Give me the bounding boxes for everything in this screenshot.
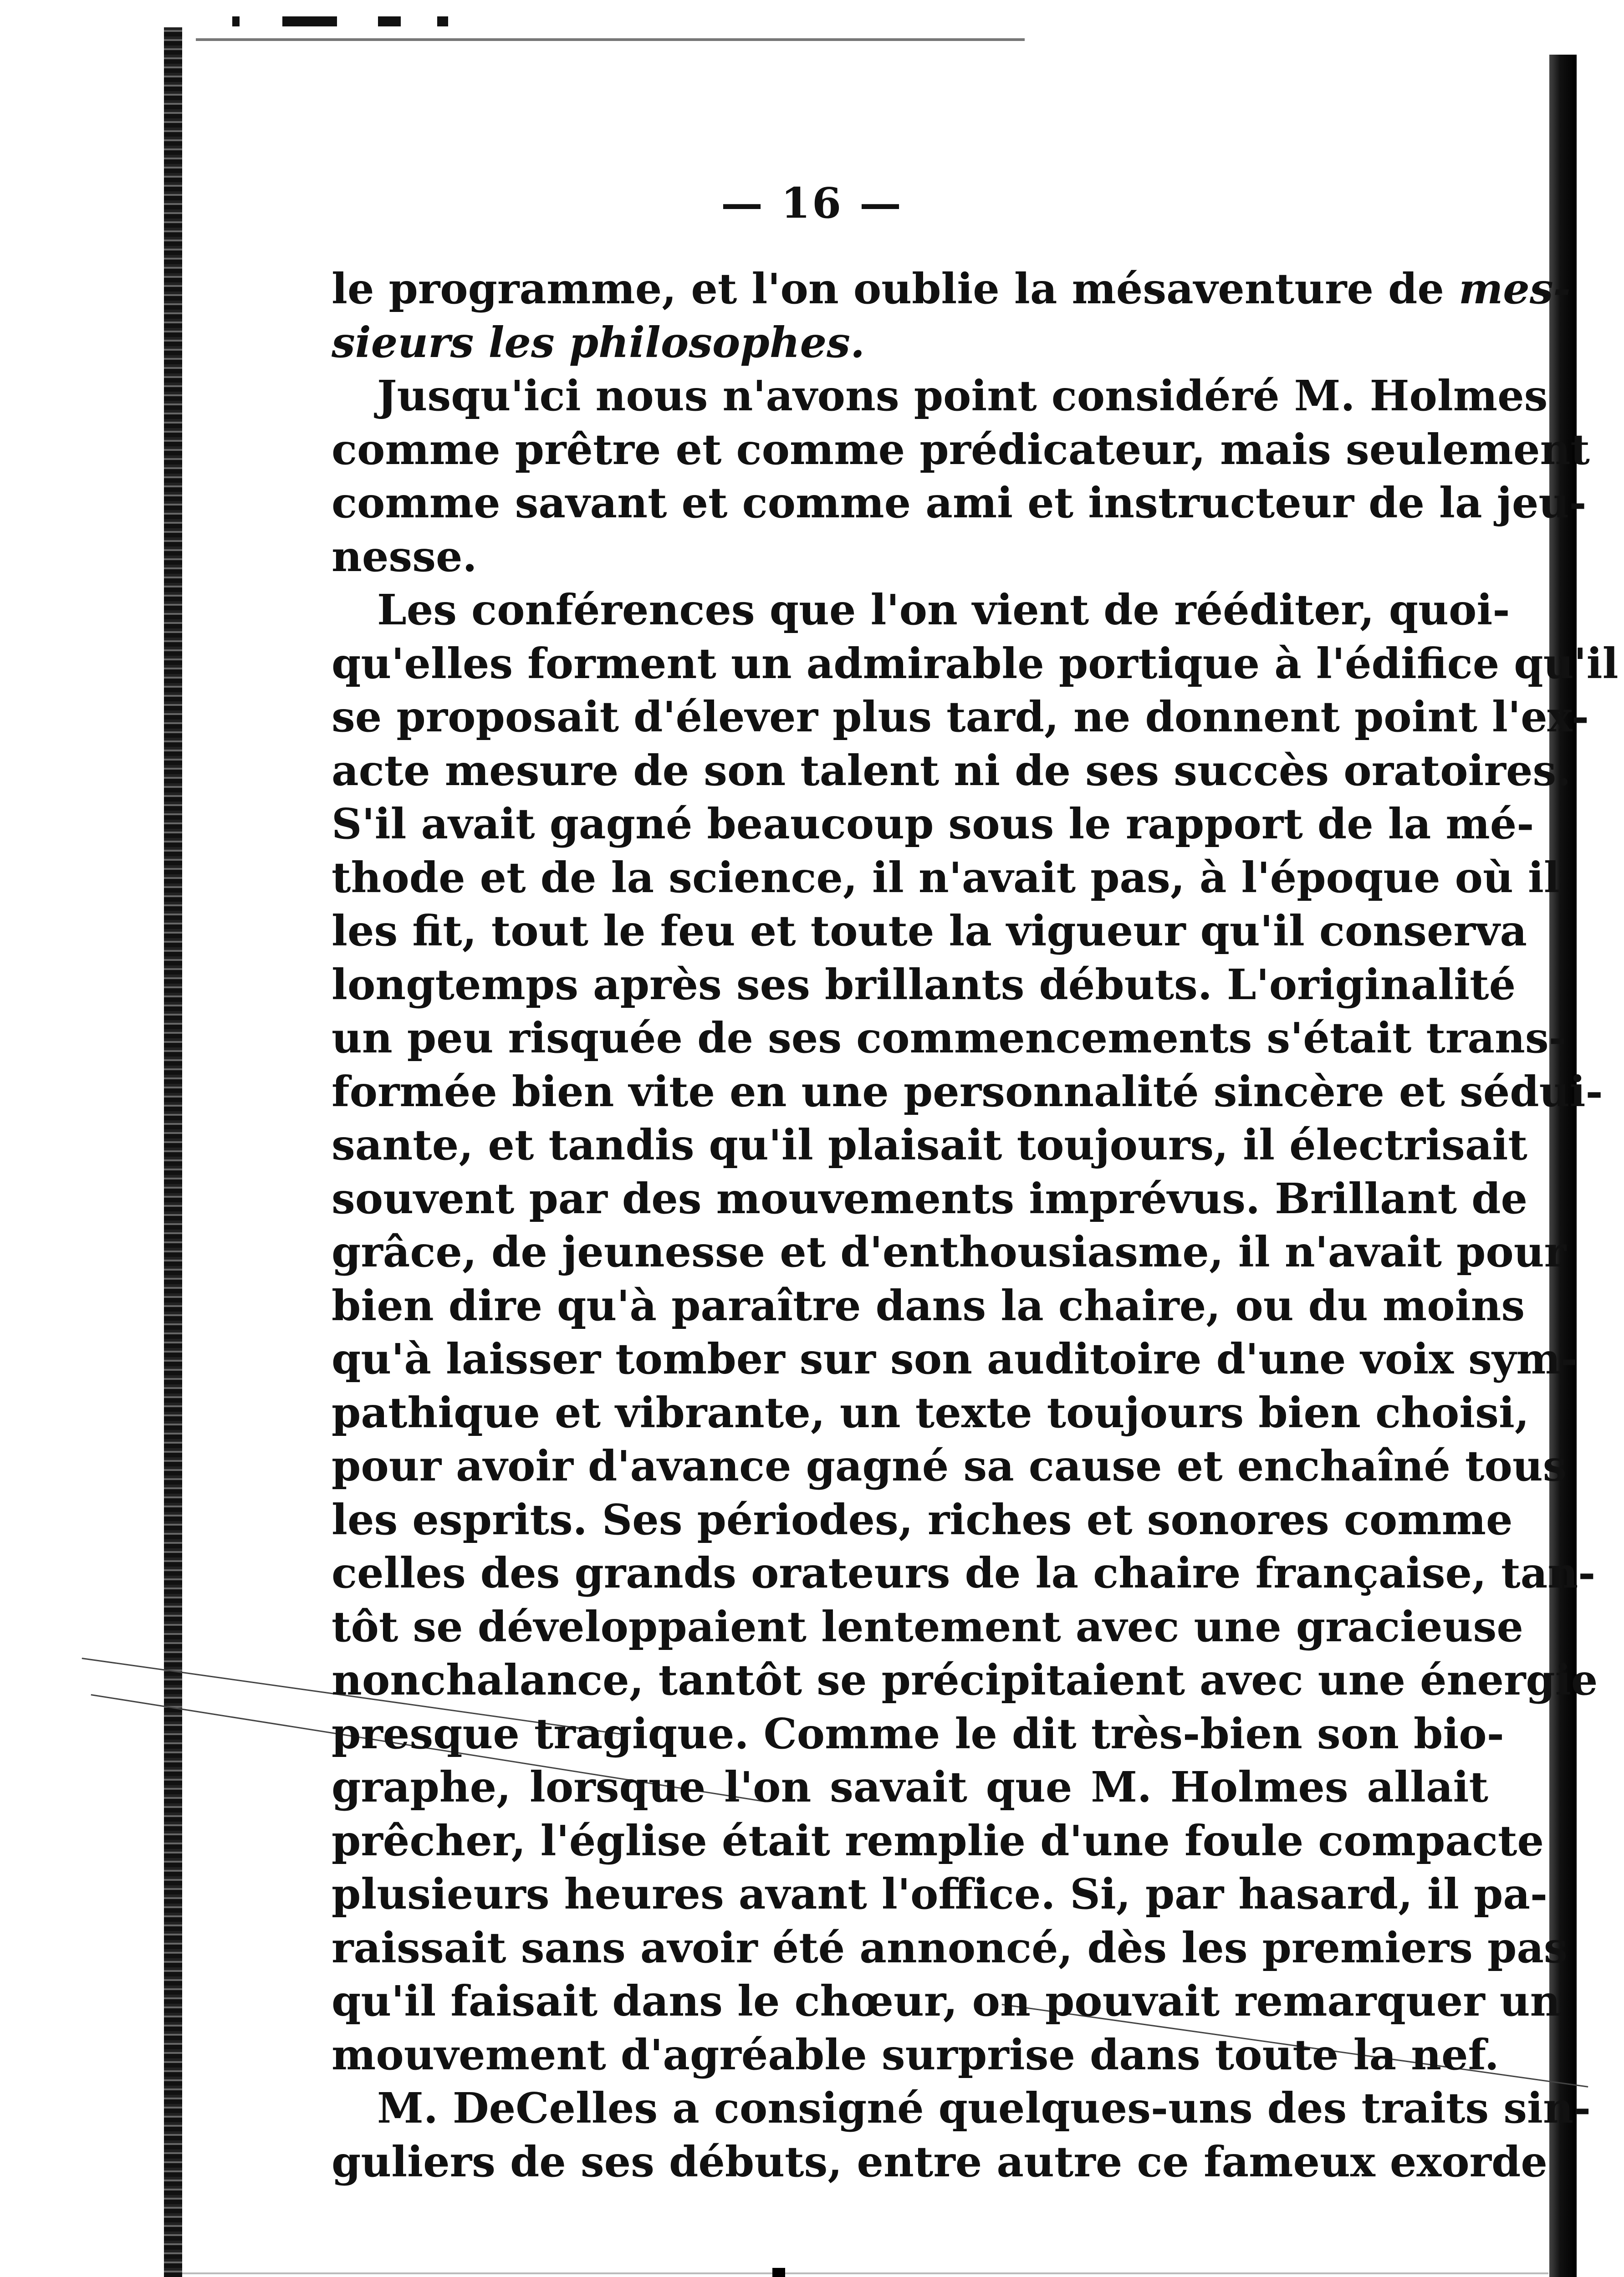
text-line-body: tôt se développaient lentement avec une gracieuse bbox=[332, 1602, 1523, 1651]
text-line bbox=[332, 1279, 1525, 1333]
text-line bbox=[332, 637, 1619, 691]
scan-mark bbox=[282, 16, 337, 26]
text-line bbox=[332, 1654, 1598, 1707]
text-line-body: comme prêtre et comme prédicateur, mais seulement bbox=[332, 424, 1590, 474]
text-line-body: bien dire qu'à paraître dans la chaire, ou du moins bbox=[332, 1281, 1525, 1330]
scan-bottom-rule bbox=[182, 2272, 1548, 2274]
text-line-body: qu'à laisser tomber sur son auditoire d'une voix sym- bbox=[332, 1334, 1578, 1384]
scan-left-edge bbox=[164, 27, 182, 2277]
text-line bbox=[332, 1493, 1513, 1547]
text-line bbox=[332, 744, 1571, 798]
text-line-body: Les conférences que l'on vient de rééditer, quoi- bbox=[377, 585, 1510, 634]
text-line-italic: sieurs les philosophes. bbox=[332, 317, 865, 367]
text-line bbox=[332, 1333, 1578, 1386]
text-line bbox=[332, 262, 1571, 316]
text-line bbox=[332, 1065, 1603, 1119]
text-line bbox=[332, 1547, 1596, 1600]
text-line bbox=[332, 797, 1534, 851]
text-line-body: acte mesure de son talent ni de ses succès oratoires. bbox=[332, 745, 1571, 795]
text-line bbox=[332, 904, 1527, 958]
text-line-body: grâce, de jeunesse et d'enthousiasme, il n'avait pour bbox=[332, 1227, 1567, 1276]
text-line bbox=[332, 1814, 1544, 1868]
text-line bbox=[332, 2135, 1547, 2189]
scan-top-rule bbox=[196, 38, 1025, 41]
ink-blot bbox=[772, 2268, 785, 2277]
text-line bbox=[332, 530, 1488, 584]
text-line-body: plusieurs heures avant l'office. Si, par hasard, il pa- bbox=[332, 1869, 1548, 1919]
text-line bbox=[332, 423, 1590, 477]
text-line bbox=[332, 851, 1560, 905]
page-number: — 16 — bbox=[720, 179, 904, 228]
text-line bbox=[332, 690, 1589, 744]
text-line-body: graphe, lorsque l'on savait que M. Holmes allait bbox=[332, 1762, 1488, 1812]
text-line bbox=[332, 958, 1516, 1012]
text-line bbox=[332, 1386, 1529, 1440]
text-line-body: comme savant et comme ami et instructeur de la jeu- bbox=[332, 478, 1587, 527]
text-line-body: les fit, tout le feu et toute la vigueur qu'il conserva bbox=[332, 906, 1527, 955]
text-line bbox=[332, 2028, 1499, 2082]
text-line-body: formée bien vite en une personnalité sincère et sédui- bbox=[332, 1067, 1603, 1116]
text-line-body: qu'elles forment un admirable portique à l'édifice qu'il bbox=[332, 638, 1619, 688]
text-line-body: nesse. bbox=[332, 531, 477, 581]
text-line bbox=[332, 476, 1587, 530]
text-line-body: guliers de ses débuts, entre autre ce fameux exorde bbox=[332, 2137, 1547, 2186]
text-line-body: souvent par des mouvements imprévus. Brillant de bbox=[332, 1174, 1528, 1223]
text-line bbox=[332, 369, 1548, 423]
text-line-body: longtemps après ses brillants débuts. L'originalité bbox=[332, 960, 1516, 1009]
text-line bbox=[332, 1868, 1548, 1921]
text-line-body: raissait sans avoir été annoncé, dès les premiers pas bbox=[332, 1923, 1568, 1972]
text-line bbox=[332, 1761, 1488, 1814]
text-line-body: M. DeCelles a consigné quelques-uns des traits sin- bbox=[377, 2083, 1591, 2133]
text-line-body: S'il avait gagné beaucoup sous le rapport de la mé- bbox=[332, 799, 1534, 848]
text-line-body: thode et de la science, il n'avait pas, à l'époque où il bbox=[332, 853, 1560, 902]
text-line bbox=[332, 1975, 1561, 2028]
text-line-body: sante, et tandis qu'il plaisait toujours, il électrisait bbox=[332, 1120, 1527, 1169]
text-line bbox=[332, 1225, 1567, 1279]
text-line bbox=[332, 583, 1510, 637]
text-line-body: presque tragique. Comme le dit très-bien son bio- bbox=[332, 1709, 1504, 1758]
text-line bbox=[332, 2082, 1591, 2135]
text-line-body: qu'il faisait dans le chœur, on pouvait remarquer un bbox=[332, 1976, 1561, 2026]
text-line-body: celles des grands orateurs de la chaire française, tan- bbox=[332, 1548, 1596, 1598]
text-line-body: Jusqu'ici nous n'avons point considéré M. Holmes bbox=[377, 371, 1548, 420]
text-line-body: se proposait d'élever plus tard, ne donnent point l'ex- bbox=[332, 692, 1589, 741]
text-line bbox=[332, 1118, 1527, 1172]
text-line bbox=[332, 1707, 1504, 1761]
text-line-body: pour avoir d'avance gagné sa cause et enchaîné tous bbox=[332, 1441, 1567, 1491]
body-text bbox=[332, 262, 1619, 2189]
scan-mark bbox=[232, 16, 240, 26]
text-line bbox=[332, 1921, 1568, 1975]
text-line-body: le programme, et l'on oublie la mésaventure de bbox=[332, 264, 1459, 313]
text-line bbox=[332, 316, 1488, 370]
text-line bbox=[332, 1600, 1523, 1654]
text-line-body: prêcher, l'église était remplie d'une foule compacte bbox=[332, 1816, 1544, 1865]
text-line-body: nonchalance, tantôt se précipitaient avec une énergie bbox=[332, 1655, 1598, 1705]
text-line-body: pathique et vibrante, un texte toujours bien choisi, bbox=[332, 1388, 1529, 1437]
text-line bbox=[332, 1172, 1528, 1226]
scan-mark bbox=[378, 16, 401, 26]
text-line-body: mouvement d'agréable surprise dans toute la nef. bbox=[332, 2030, 1499, 2079]
scan-mark bbox=[437, 16, 448, 26]
text-line bbox=[332, 1011, 1566, 1065]
text-line-body: les esprits. Ses périodes, riches et sonores comme bbox=[332, 1495, 1513, 1544]
text-line-italic: mes- bbox=[1458, 264, 1571, 313]
text-line bbox=[332, 1440, 1567, 1493]
text-line-body: un peu risquée de ses commencements s'était trans- bbox=[332, 1013, 1566, 1062]
